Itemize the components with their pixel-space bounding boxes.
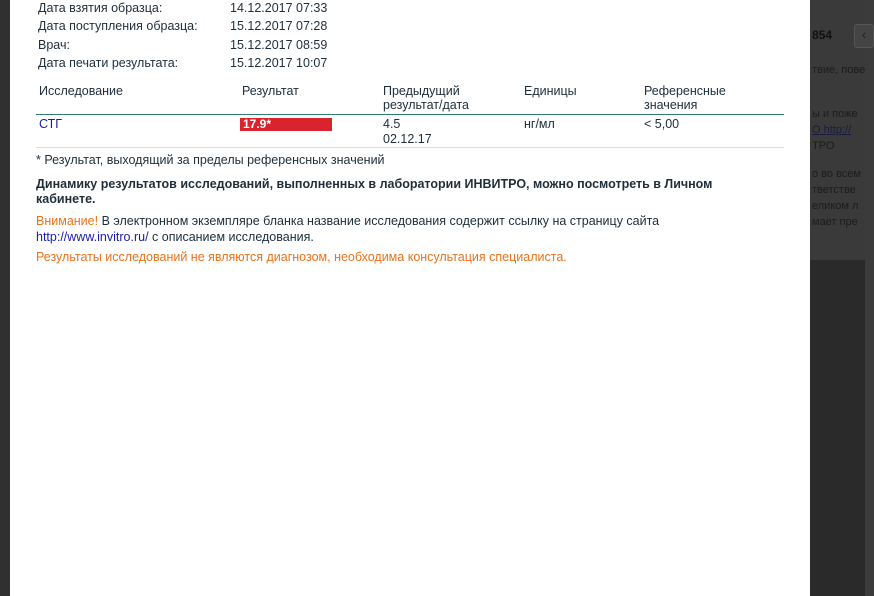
meta-label: Дата поступления образца: bbox=[38, 19, 198, 33]
meta-label: Дата печати результата: bbox=[38, 56, 179, 70]
header-reference-line2: значения bbox=[644, 98, 698, 112]
test-name-link[interactable]: СТГ bbox=[39, 117, 63, 131]
previous-result bbox=[383, 117, 432, 147]
table-header-divider bbox=[36, 114, 784, 115]
dynamic-results-text: Динамику результатов исследований, выполненных в лаборатории ИНВИТРО, можно посмотреть в Личном кабинете. bbox=[36, 177, 713, 206]
chevron-left-icon[interactable]: ‹ bbox=[854, 24, 874, 48]
invitro-link[interactable]: http://www.invitro.ru/ bbox=[36, 230, 149, 244]
background-text-line: ТРО bbox=[812, 140, 835, 152]
previous-date: 02.12.17 bbox=[383, 132, 432, 146]
previous-value: 4.5 bbox=[383, 117, 401, 131]
header-previous bbox=[383, 84, 469, 112]
meta-value: 14.12.2017 07:33 bbox=[230, 1, 328, 15]
background-text-line: еликом л bbox=[812, 200, 859, 212]
reference-value: < 5,00 bbox=[644, 117, 680, 131]
disclaimer-text: Результаты исследований не являются диагнозом, необходима консультация специалиста. bbox=[36, 250, 567, 264]
header-previous-line1: Предыдущий bbox=[383, 84, 460, 98]
header-units: Единицы bbox=[524, 84, 577, 98]
units-value: нг/мл bbox=[524, 117, 555, 131]
table-row bbox=[36, 117, 784, 147]
background-text-line: тветстве bbox=[812, 184, 856, 196]
background-link[interactable]: О http:// bbox=[812, 124, 852, 136]
warning-text: В электронном экземпляре бланка название исследования содержит ссылку на страницу сайта bbox=[98, 214, 660, 228]
header-result: Результат bbox=[242, 84, 299, 98]
out-of-range-note: * Результат, выходящий за пределы референсных значений bbox=[36, 153, 385, 167]
meta-value: 15.12.2017 10:07 bbox=[230, 56, 328, 70]
meta-value: 15.12.2017 07:28 bbox=[230, 19, 328, 33]
background-number: 854 bbox=[812, 28, 833, 42]
header-reference bbox=[644, 84, 726, 112]
meta-value: 15.12.2017 08:59 bbox=[230, 38, 328, 52]
meta-label: Дата взятия образца: bbox=[38, 1, 163, 15]
header-reference-line1: Референсные bbox=[644, 84, 726, 98]
warning-label: Внимание! bbox=[36, 214, 99, 228]
warning-tail: с описанием исследования. bbox=[148, 230, 314, 244]
result-modal bbox=[10, 0, 810, 596]
warning-block bbox=[36, 213, 756, 245]
header-test: Исследование bbox=[39, 84, 123, 98]
result-value-badge: 17.9* bbox=[240, 118, 332, 131]
header-previous-line2: результат/дата bbox=[383, 98, 469, 112]
background-page-peek bbox=[810, 0, 865, 260]
background-left-strip bbox=[0, 0, 10, 596]
meta-label: Врач: bbox=[38, 38, 70, 52]
background-text-line: мает пре bbox=[812, 216, 858, 228]
background-text-line: о во всем bbox=[812, 168, 861, 180]
results-table-header bbox=[36, 84, 784, 114]
background-text-line: ы и поже bbox=[812, 108, 858, 120]
background-text-line: твие, пове bbox=[812, 64, 866, 76]
table-row-divider bbox=[36, 147, 784, 148]
